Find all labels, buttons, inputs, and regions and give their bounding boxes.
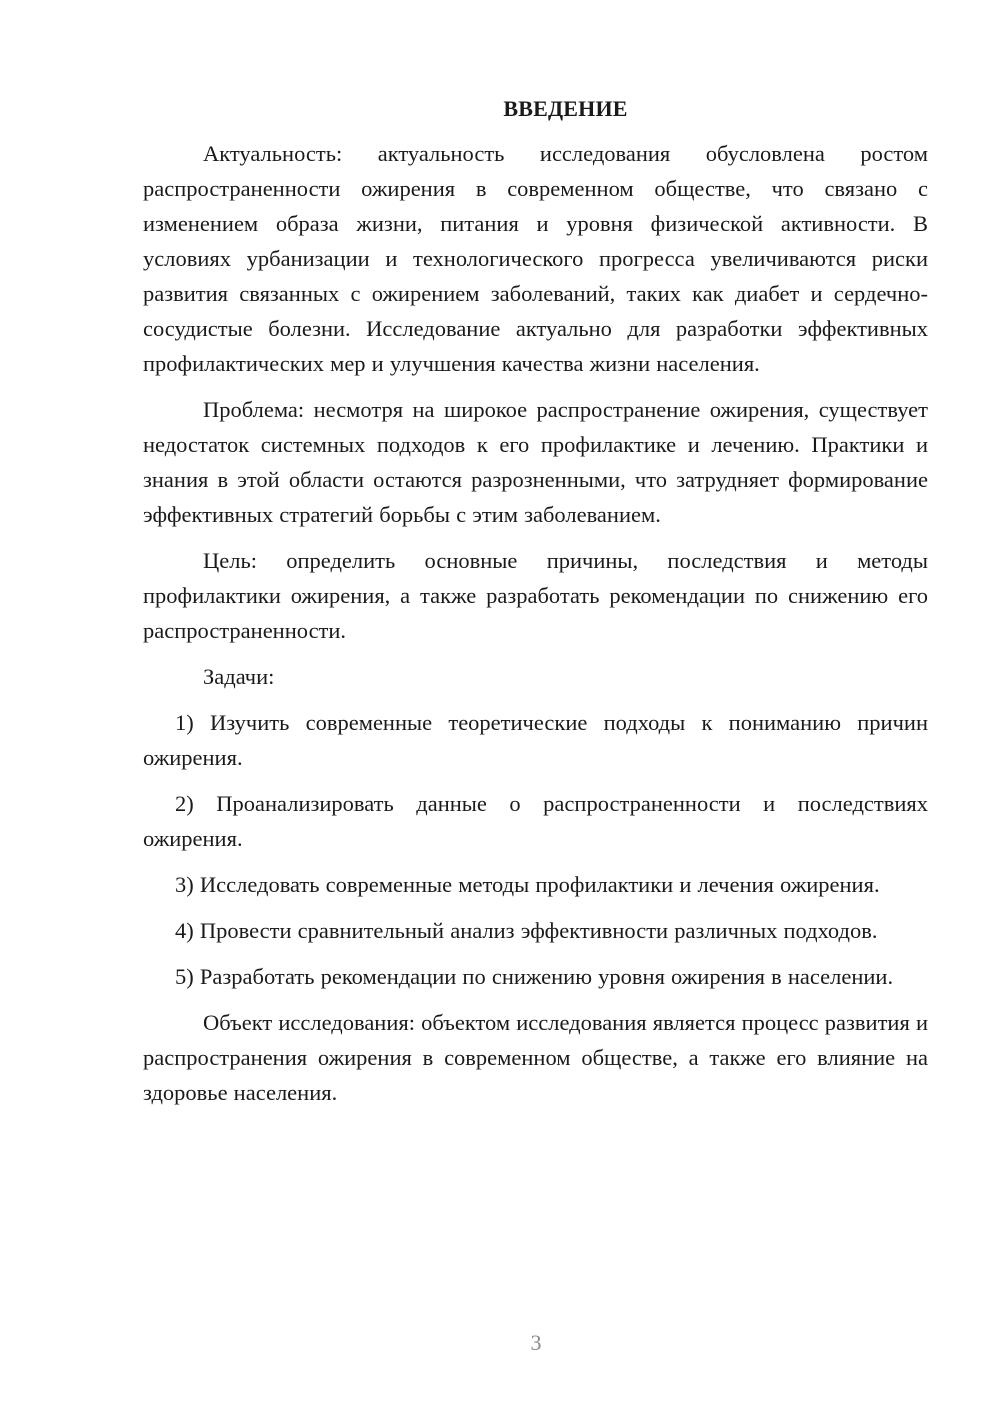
page-number: 3 (530, 1330, 542, 1355)
task-item-3: 3) Исследовать современные методы профилактики и лечения ожирения. (175, 872, 880, 897)
page-title: ВВЕДЕНИЕ (503, 96, 628, 121)
task-item-4: 4) Провести сравнительный анализ эффективности различных подходов. (175, 918, 878, 943)
task-item-2: 2) Проанализировать данные о распространенности и последствиях ожирения. (143, 791, 928, 851)
relevance-paragraph: Актуальность: актуальность исследования обусловлена ростом распространенности ожирения в современном обществе, что связано с изменением образа жизни, питания и уровня физической активности. В условиях урбанизации и технологического прогресса увеличиваются риски развития связанных с ожирением заболеваний, таких как диабет и сердечно-сосудистые болезни. Исследование актуально для разработки эффективных профилактических мер и улучшения качества жизни населения. (143, 141, 928, 376)
goal-paragraph: Цель: определить основные причины, последствия и методы профилактики ожирения, а также разработать рекомендации по снижению его распространенности. (143, 548, 928, 643)
document-body (143, 94, 928, 1121)
tasks-heading: Задачи: (203, 664, 275, 689)
task-item-1: 1) Изучить современные теоретические подходы к пониманию причин ожирения. (143, 710, 928, 770)
task-item-5: 5) Разработать рекомендации по снижению уровня ожирения в населении. (175, 964, 894, 989)
object-paragraph: Объект исследования: объектом исследования является процесс развития и распространения ожирения в современном обществе, а также его влияние на здоровье населения. (143, 1010, 928, 1105)
problem-paragraph: Проблема: несмотря на широкое распространение ожирения, существует недостаток системных подходов к его профилактике и лечению. Практики и знания в этой области остаются разрозненными, что затрудняет формирование эффективных стратегий борьбы с этим заболеванием. (143, 397, 928, 527)
